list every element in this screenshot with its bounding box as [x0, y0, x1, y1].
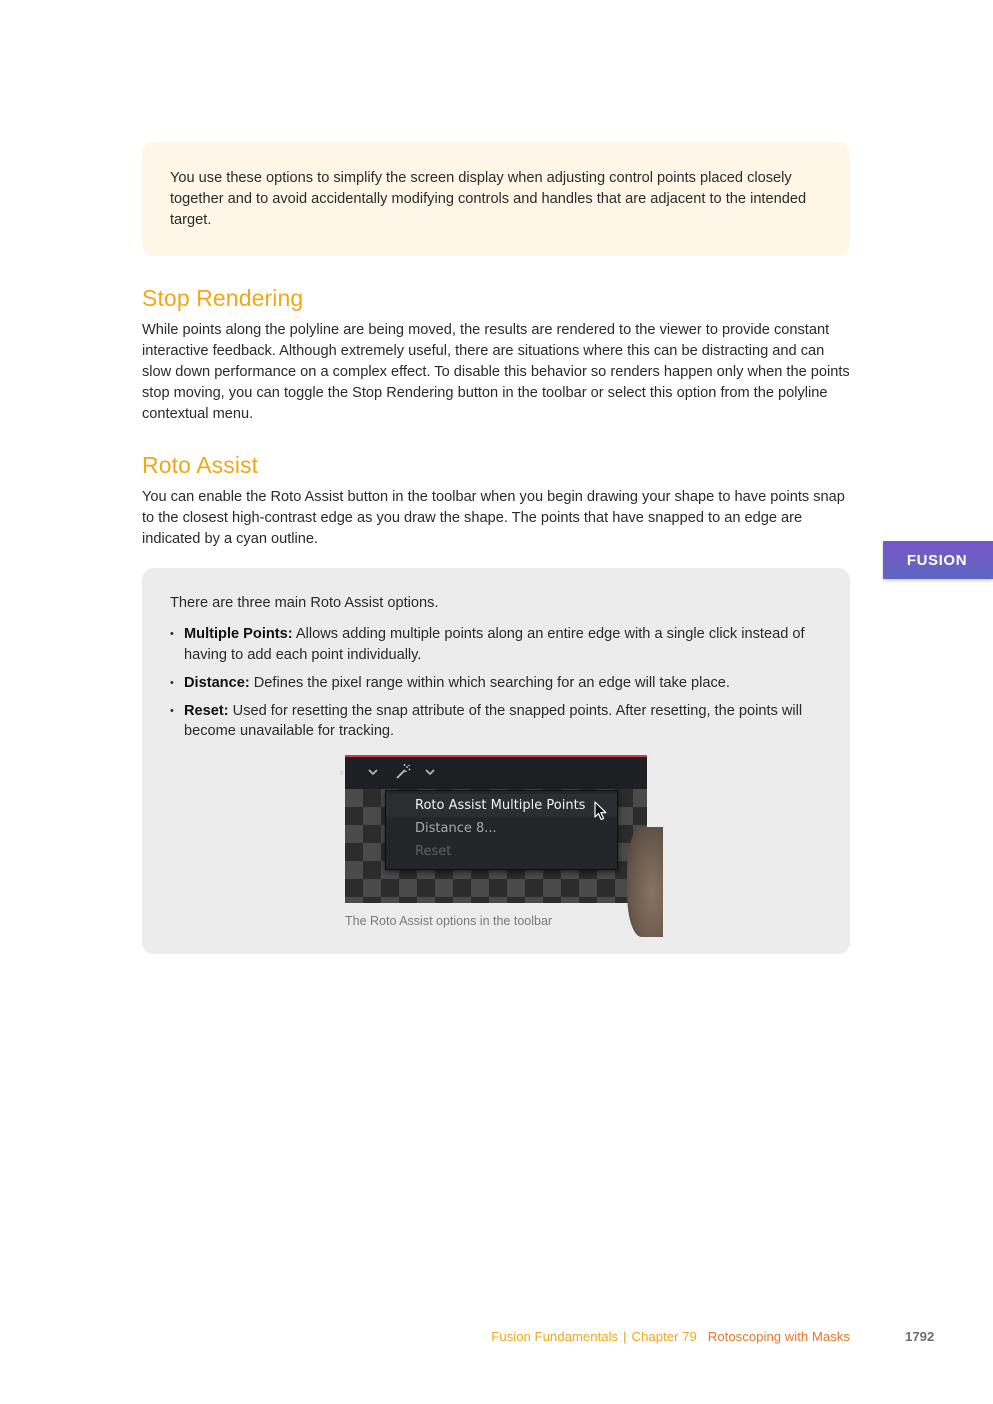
magic-wand-icon: [394, 763, 412, 785]
bullet-term: Distance:: [184, 674, 250, 691]
menu-item-distance[interactable]: Distance 8...: [415, 821, 497, 836]
bullet-term: Multiple Points:: [184, 626, 293, 642]
roto-assist-options-list: [170, 624, 830, 749]
note-box: [142, 142, 850, 256]
viewer-image-edge: [627, 827, 663, 937]
stop-rendering-heading: Stop Rendering: [142, 285, 304, 311]
mouse-cursor-icon: [594, 801, 608, 826]
page-number: 1792: [905, 1329, 935, 1344]
footer-book-title: Fusion Fundamentals: [491, 1329, 619, 1344]
roto-assist-dropdown-menu: [385, 790, 618, 870]
footer-chapter-title: Rotoscoping with Masks: [707, 1329, 850, 1344]
bullet-term: Reset:: [184, 702, 229, 719]
footer-separator: |: [623, 1329, 627, 1344]
roto-assist-heading: Roto Assist: [142, 452, 259, 478]
bullet-text: Used for resetting the snap attribute of the snapped points. After resetting, the points will become unavailable for tracking.: [184, 702, 803, 739]
roto-assist-toolbar-screenshot: [339, 755, 647, 903]
note-text: You use these options to simplify the screen display when adjusting control points placed closely together and to avoid accidentally modifying controls and handles that are adjacent to the intended target.: [170, 170, 807, 228]
list-item-multiple-points: [170, 624, 830, 665]
page-footer: [491, 1329, 850, 1344]
list-item-reset: [170, 701, 830, 742]
chevron-down-icon: [367, 763, 379, 785]
circle-icon: ◦: [339, 764, 344, 780]
menu-item-reset[interactable]: Reset: [415, 844, 452, 859]
fusion-side-tab[interactable]: FUSION: [883, 541, 993, 579]
chevron-down-icon: [424, 763, 436, 785]
bullet-text: Allows adding multiple points along an entire edge with a single click instead of having to add each point individually.: [184, 626, 805, 663]
roto-assist-paragraph: You can enable the Roto Assist button in the toolbar when you begin drawing your shape to have points snap to the closest high-contrast edge as you draw the shape. The points that have snapped to an edge are indicated by a cyan outline.: [142, 489, 845, 547]
figure-caption: The Roto Assist options in the toolbar: [345, 914, 553, 928]
menu-item-roto-assist-multiple-points[interactable]: Roto Assist Multiple Points: [386, 794, 617, 817]
screenshot-toolbar: [339, 757, 647, 789]
roto-assist-info-box: [142, 568, 850, 954]
info-intro: There are three main Roto Assist options.: [170, 595, 439, 611]
bullet-text: Defines the pixel range within which searching for an edge will take place.: [249, 674, 730, 691]
list-item-distance: [170, 673, 830, 694]
stop-rendering-paragraph: While points along the polyline are being moved, the results are rendered to the viewer to provide constant interactive feedback. Although extremely useful, there are situations where this can be distracting and can slow down performance on a complex effect. To disable this behavior so renders happen only when the points stop moving, you can toggle the Stop Rendering button in the toolbar or select this option from the polyline contextual menu.: [142, 322, 850, 422]
footer-chapter: Chapter 79: [631, 1329, 697, 1344]
